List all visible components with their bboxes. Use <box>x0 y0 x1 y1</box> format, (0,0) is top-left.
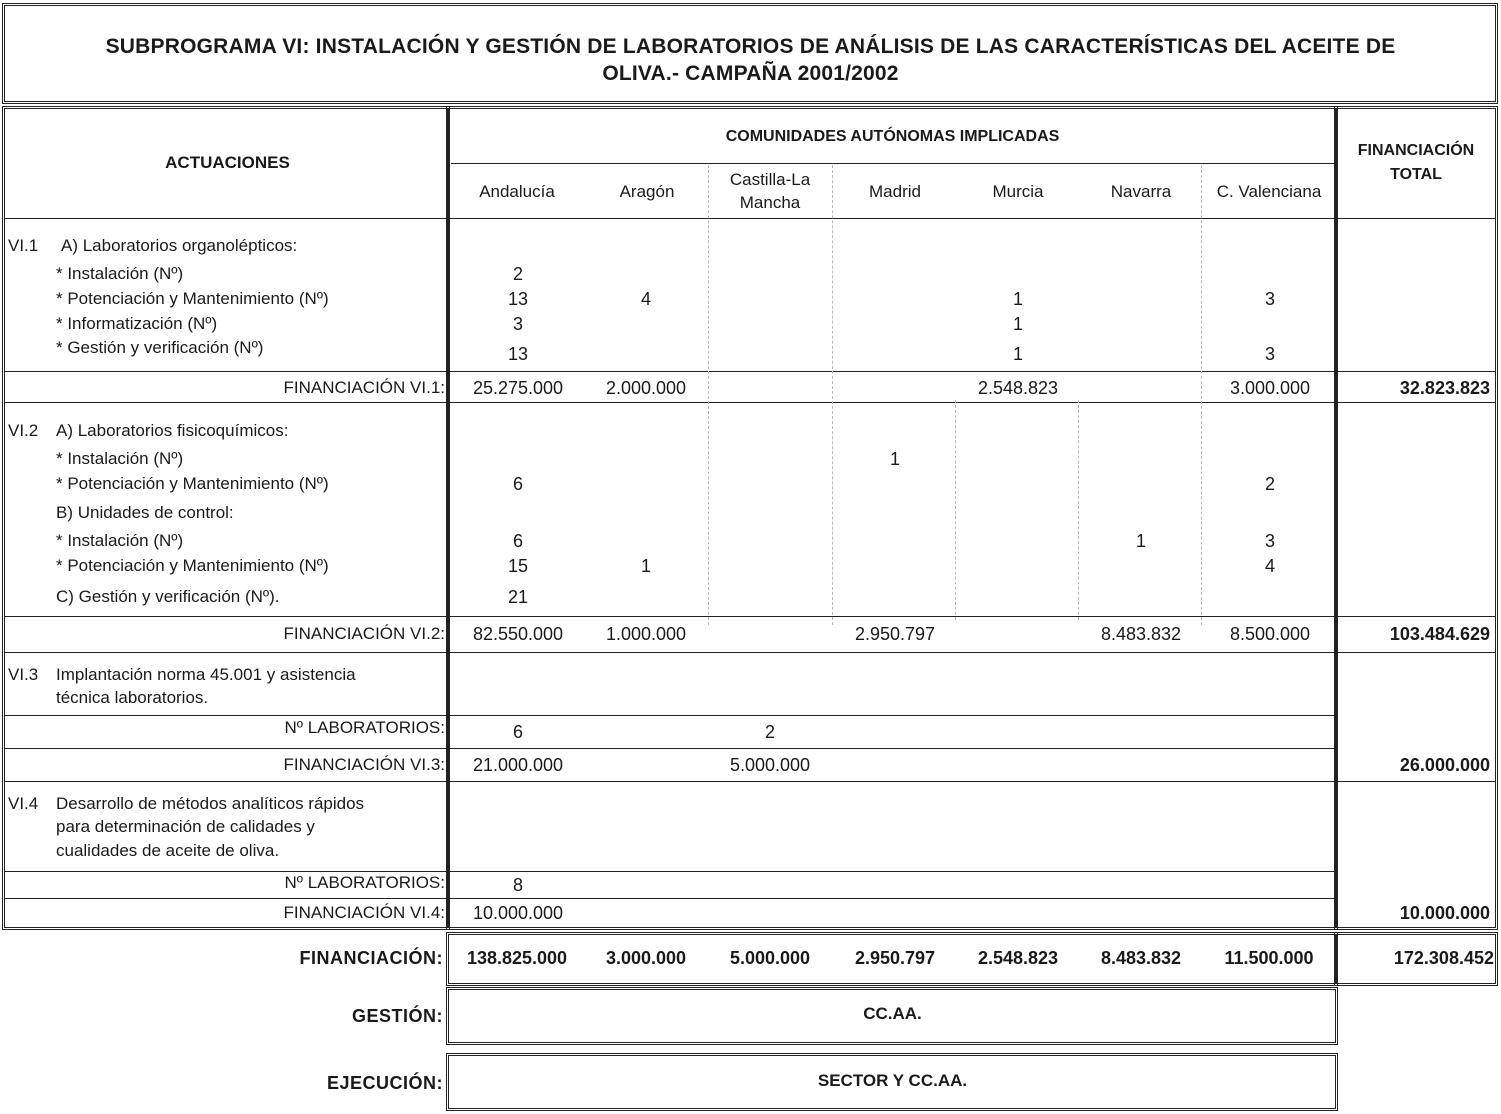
vi1-fin-andalucia: 25.275.000 <box>472 378 564 398</box>
vi1-heading: A) Laboratorios organolépticos: <box>61 236 298 255</box>
vi4-labs-bottom-rule <box>5 898 1334 899</box>
vi1-fin-bottom-rule <box>5 402 1495 403</box>
vi2-c-gestion-andalucia: 21 <box>507 587 529 607</box>
vi1-item-instalacion: * Instalación (Nº) <box>56 264 184 283</box>
vi3-fin-castilla: 5.000.000 <box>729 755 811 775</box>
vi1-financiacion-label: FINANCIACIÓN VI.1: <box>283 378 445 397</box>
ejecucion-label: EJECUCIÓN: <box>326 1073 443 1093</box>
column-guide <box>1201 165 1202 625</box>
vi4-text-line2: para determinación de calidades y <box>56 817 315 836</box>
comunidades-header: COMUNIDADES AUTÓNOMAS IMPLICADAS <box>725 128 1060 145</box>
vi4-labs-top-rule <box>5 871 1334 872</box>
vi2-fin-bottom-rule <box>5 652 1495 653</box>
document-title-line2: OLIVA.- CAMPAÑA 2001/2002 <box>602 62 899 85</box>
totals-cvalenciana: 11.500.000 <box>1224 948 1314 968</box>
totals-label: FINANCIACIÓN: <box>299 948 443 968</box>
vi1-code: VI.1 <box>8 236 39 255</box>
vi2-fin-aragon: 1.000.000 <box>605 624 687 644</box>
vi3-labs-andalucia: 6 <box>512 722 523 742</box>
vi2-fin-top-rule <box>5 616 1495 617</box>
vi4-text-line1: Desarrollo de métodos analíticos rápidos <box>56 794 365 813</box>
actuaciones-header: ACTUACIONES <box>165 153 290 172</box>
vi2-b-item-instalacion: * Instalación (Nº) <box>56 531 184 550</box>
vi1-informatizacion-andalucia: 3 <box>512 314 523 334</box>
vi3-fin-andalucia: 21.000.000 <box>472 755 564 775</box>
vi2-code: VI.2 <box>8 421 39 440</box>
region-castilla-line2: Mancha <box>739 193 801 212</box>
vi2-fin-madrid: 2.950.797 <box>854 624 936 644</box>
vi1-potenciacion-cvalenciana: 3 <box>1264 289 1275 309</box>
totals-andalucia: 138.825.000 <box>466 948 568 968</box>
gestion-label: GESTIÓN: <box>351 1006 443 1026</box>
totals-aragon: 3.000.000 <box>605 948 687 968</box>
vi3-fin-total: 26.000.000 <box>1399 755 1490 775</box>
vi2-b-instalacion-navarra: 1 <box>1135 531 1146 551</box>
financiacion-total-header-line1: FINANCIACIÓN <box>1357 142 1475 159</box>
vi2-b-item-potenciacion: * Potenciación y Mantenimiento (Nº) <box>56 556 329 575</box>
vi2-financiacion-label: FINANCIACIÓN VI.2: <box>283 624 445 643</box>
document-title-line1: SUBPROGRAMA VI: INSTALACIÓN Y GESTIÓN DE LABORATORIOS DE ANÁLISIS DE LAS CARACTERÍSTICAS DEL ACEITE DE <box>105 35 1396 58</box>
region-c-valenciana: C. Valenciana <box>1216 182 1322 201</box>
vi2-fin-cvalenciana: 8.500.000 <box>1229 624 1311 644</box>
region-navarra: Navarra <box>1110 182 1172 201</box>
vi3-code: VI.3 <box>8 665 39 684</box>
vi2-b-potenciacion-andalucia: 15 <box>507 556 529 576</box>
vi4-labs-label: Nº LABORATORIOS: <box>284 873 445 892</box>
vi2-a-instalacion-madrid: 1 <box>889 449 900 469</box>
column-guide <box>955 400 956 620</box>
vi3-fin-bottom-rule <box>5 781 1495 782</box>
totals-navarra: 8.483.832 <box>1100 948 1182 968</box>
vi3-text-line2: técnica laboratorios. <box>56 688 209 707</box>
region-andalucia: Andalucía <box>479 182 555 201</box>
vi2-a-potenciacion-andalucia: 6 <box>512 474 523 494</box>
vi2-c-gestion: C) Gestión y verificación (Nº). <box>56 587 280 606</box>
ejecucion-value: SECTOR Y CC.AA. <box>817 1071 968 1090</box>
vi1-fin-total: 32.823.823 <box>1399 378 1490 398</box>
financiacion-total-header-line2: TOTAL <box>1390 166 1442 183</box>
vi4-code: VI.4 <box>8 794 39 813</box>
totals-madrid: 2.950.797 <box>854 948 936 968</box>
vi1-potenciacion-murcia: 1 <box>1012 289 1023 309</box>
vi2-a-item-potenciacion: * Potenciación y Mantenimiento (Nº) <box>56 474 329 493</box>
vi2-a-potenciacion-cvalenciana: 2 <box>1264 474 1275 494</box>
vi3-financiacion-label: FINANCIACIÓN VI.3: <box>283 755 445 774</box>
vi1-item-informatizacion: * Informatización (Nº) <box>56 314 218 333</box>
vi1-potenciacion-aragon: 4 <box>640 289 651 309</box>
vi3-labs-label: Nº LABORATORIOS: <box>284 718 445 737</box>
vi4-text-line3: cualidades de aceite de oliva. <box>56 841 280 860</box>
vi2-a-item-instalacion: * Instalación (Nº) <box>56 449 184 468</box>
region-castilla-line1: Castilla-La <box>729 170 811 189</box>
vi2-b-instalacion-andalucia: 6 <box>512 531 523 551</box>
vi1-fin-cvalenciana: 3.000.000 <box>1229 378 1311 398</box>
gestion-value: CC.AA. <box>863 1004 922 1023</box>
vi2-b-potenciacion-cvalenciana: 4 <box>1264 556 1275 576</box>
vi3-labs-top-rule <box>5 715 1334 716</box>
vi1-fin-murcia: 2.548.823 <box>977 378 1059 398</box>
header-bottom-rule <box>5 218 1495 219</box>
comunidades-column-frame <box>446 106 1338 930</box>
vi4-financiacion-label: FINANCIACIÓN VI.4: <box>283 903 445 922</box>
column-guide <box>1078 400 1079 620</box>
vi2-fin-total: 103.484.629 <box>1389 624 1490 644</box>
vi2-fin-andalucia: 82.550.000 <box>472 624 564 644</box>
totals-murcia: 2.548.823 <box>977 948 1059 968</box>
vi4-fin-total: 10.000.000 <box>1399 903 1490 923</box>
vi4-labs-andalucia: 8 <box>512 875 523 895</box>
vi1-gestion-andalucia: 13 <box>507 344 529 364</box>
vi1-fin-aragon: 2.000.000 <box>605 378 687 398</box>
vi4-fin-andalucia: 10.000.000 <box>472 903 564 923</box>
vi2-heading: A) Laboratorios fisicoquímicos: <box>56 421 289 440</box>
vi1-gestion-cvalenciana: 3 <box>1264 344 1275 364</box>
region-aragon: Aragón <box>619 182 675 201</box>
vi1-item-gestion: * Gestión y verificación (Nº) <box>56 338 264 357</box>
vi3-text-line1: Implantación norma 45.001 y asistencia <box>56 665 356 684</box>
vi2-b-heading: B) Unidades de control: <box>56 503 234 522</box>
totals-grand-total: 172.308.452 <box>1393 948 1494 968</box>
vi3-labs-bottom-rule <box>5 748 1334 749</box>
region-murcia: Murcia <box>992 182 1044 201</box>
vi1-instalacion-andalucia: 2 <box>512 264 523 284</box>
vi1-gestion-murcia: 1 <box>1012 344 1023 364</box>
vi1-informatizacion-murcia: 1 <box>1012 314 1023 334</box>
vi2-b-potenciacion-aragon: 1 <box>640 556 651 576</box>
header-separator <box>451 163 1334 164</box>
vi2-fin-navarra: 8.483.832 <box>1100 624 1182 644</box>
vi3-labs-castilla: 2 <box>764 722 775 742</box>
column-guide <box>832 165 833 625</box>
vi1-potenciacion-andalucia: 13 <box>507 289 529 309</box>
totals-castilla: 5.000.000 <box>729 948 811 968</box>
vi1-item-potenciacion: * Potenciación y Mantenimiento (Nº) <box>56 289 329 308</box>
vi2-b-instalacion-cvalenciana: 3 <box>1264 531 1275 551</box>
region-madrid: Madrid <box>869 182 921 201</box>
total-column-frame <box>1334 106 1498 930</box>
vi1-fin-top-rule <box>5 371 1495 372</box>
